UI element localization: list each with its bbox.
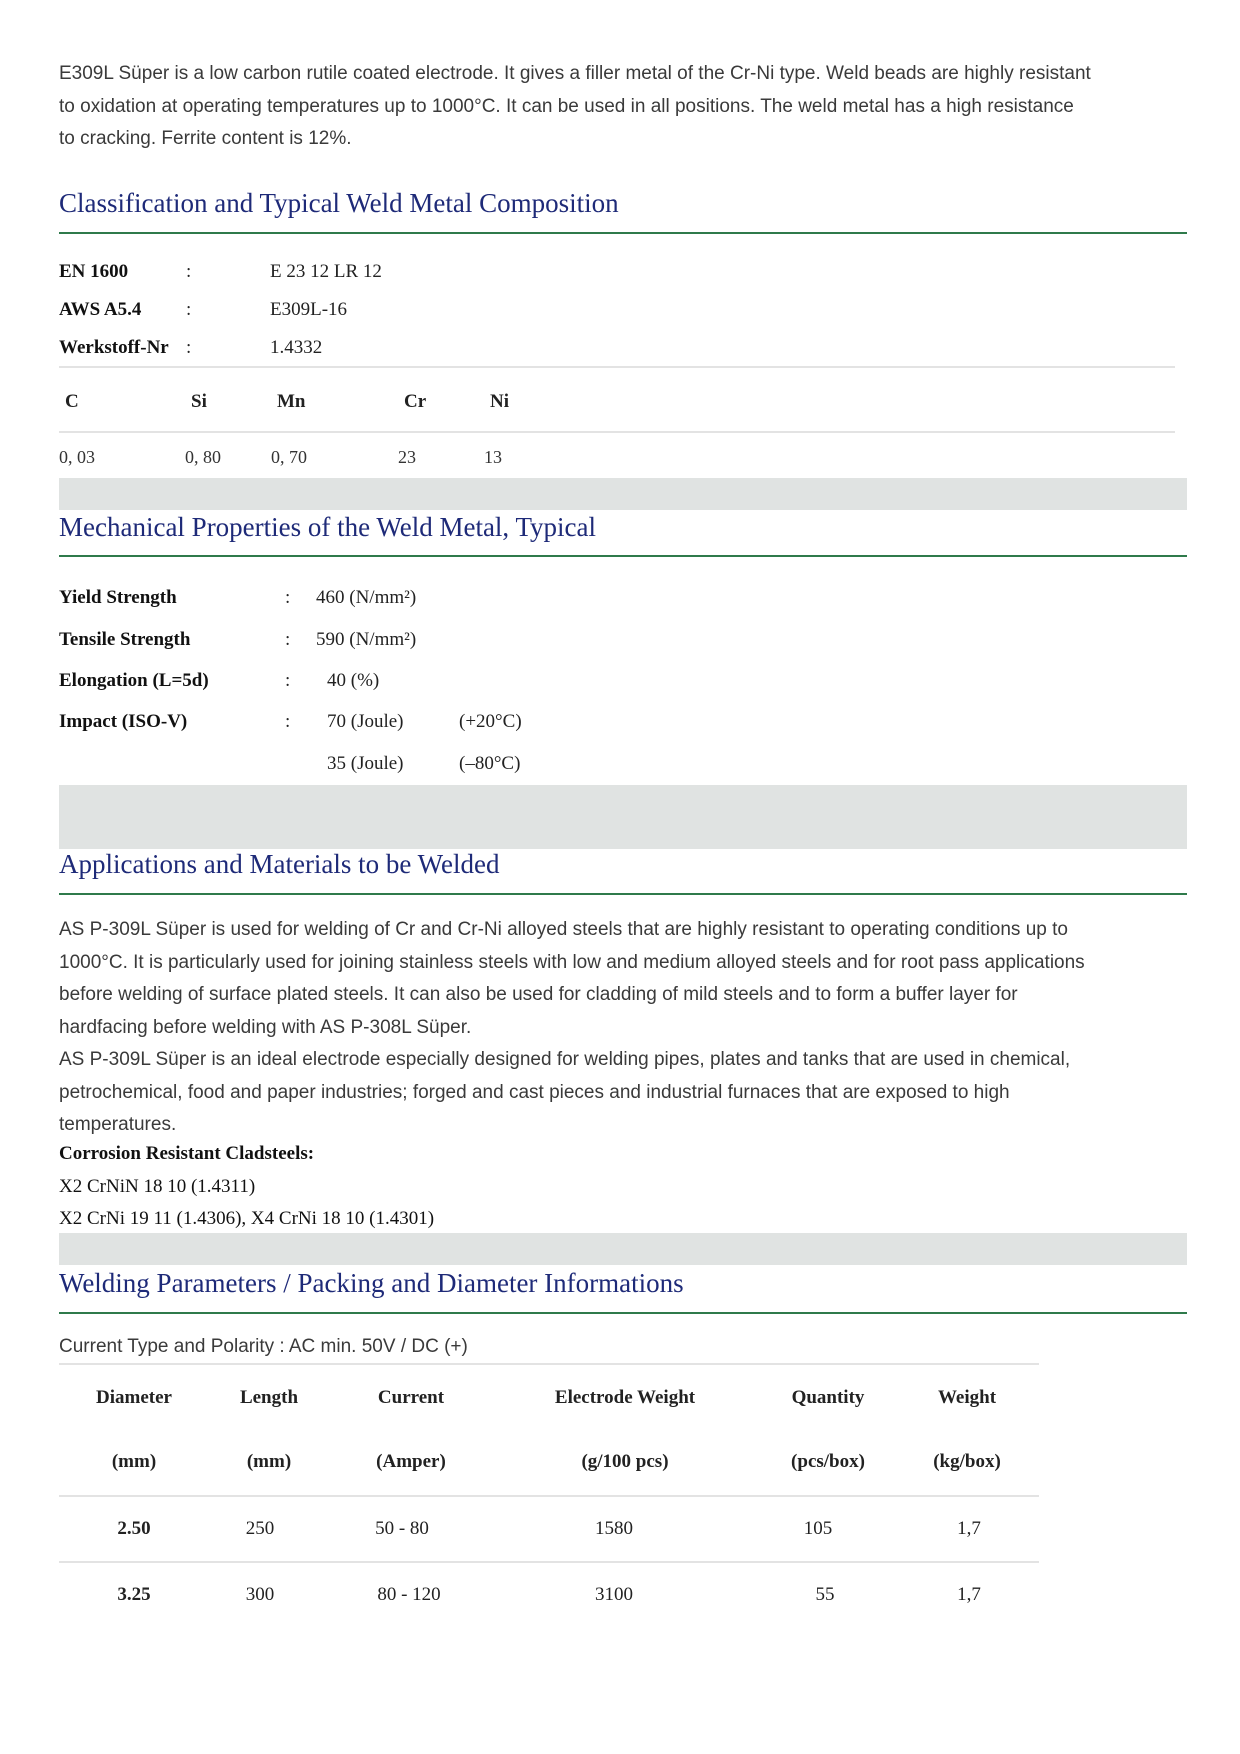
section-divider <box>59 893 1187 895</box>
table-rule <box>59 1495 1039 1497</box>
applications-paragraph <box>59 914 1189 1142</box>
classification-colon: : <box>186 261 192 282</box>
composition-header: Cr <box>404 391 427 412</box>
classification-colon: : <box>186 299 192 320</box>
table-cell: 1,7 <box>957 1518 981 1539</box>
property-value: 40 (%) <box>327 670 380 691</box>
composition-value: 0, 70 <box>271 447 307 467</box>
applications-heading: Applications and Materials to be Welded <box>59 849 500 879</box>
property-temperature: (+20°C) <box>459 711 522 732</box>
property-label: Tensile Strength <box>59 629 191 650</box>
table-header: Diameter <box>96 1387 172 1408</box>
composition-value: 23 <box>398 447 416 467</box>
cladsteel-item: X2 CrNiN 18 10 (1.4311) <box>59 1176 256 1197</box>
table-header: Length <box>239 1387 299 1408</box>
table-header: Electrode Weight <box>554 1387 696 1408</box>
table-cell: 55 <box>815 1584 835 1605</box>
applications-line: 1000°C. It is particularly used for joining stainless steels with low and medium alloyed steels and for root pass applications <box>59 951 1085 973</box>
table-cell: 105 <box>803 1518 833 1539</box>
table-cell-diameter: 2.50 <box>117 1518 151 1539</box>
table-unit: (mm) <box>246 1451 292 1472</box>
table-cell: 250 <box>245 1518 275 1539</box>
table-cell: 1580 <box>595 1518 633 1539</box>
property-colon: : <box>285 587 291 608</box>
table-rule <box>59 431 1175 433</box>
composition-header: C <box>65 391 79 412</box>
applications-line: petrochemical, food and paper industries; forged and cast pieces and industrial furnaces that are exposed to high <box>59 1081 1010 1103</box>
table-cell: 1,7 <box>957 1584 981 1605</box>
table-cell: 3100 <box>595 1584 633 1605</box>
table-cell: 50 - 80 <box>375 1518 429 1539</box>
table-unit: (g/100 pcs) <box>581 1451 669 1472</box>
table-header: Weight <box>937 1387 997 1408</box>
classification-label: Werkstoff-Nr <box>59 337 169 358</box>
table-unit: (kg/box) <box>933 1451 1001 1472</box>
mechanical-heading: Mechanical Properties of the Weld Metal, Typical <box>59 512 597 542</box>
applications-line: AS P-309L Süper is an ideal electrode especially designed for welding pipes, plates and tanks that are used in chemical, <box>59 1049 1071 1070</box>
classification-value: E 23 12 LR 12 <box>270 261 382 282</box>
property-temperature: (–80°C) <box>459 753 521 774</box>
property-colon: : <box>285 670 291 691</box>
table-unit: (mm) <box>111 1451 157 1472</box>
section-band <box>59 1233 1187 1265</box>
property-value: 590 (N/mm²) <box>316 629 417 650</box>
composition-value: 0, 03 <box>59 447 95 467</box>
composition-header: Mn <box>277 391 306 412</box>
classification-heading: Classification and Typical Weld Metal Composition <box>59 188 619 218</box>
classification-colon: : <box>186 337 192 358</box>
intro-line: to cracking. Ferrite content is 12%. <box>59 128 352 149</box>
applications-line: hardfacing before welding with AS P-308L Süper. <box>59 1016 472 1038</box>
property-label: Yield Strength <box>59 587 177 608</box>
composition-value: 0, 80 <box>185 447 221 467</box>
welding-heading: Welding Parameters / Packing and Diameter Informations <box>59 1268 684 1298</box>
intro-paragraph <box>59 58 1189 156</box>
classification-label: AWS A5.4 <box>59 299 142 320</box>
applications-line: temperatures. <box>59 1114 177 1135</box>
property-value: 70 (Joule) <box>327 711 404 732</box>
composition-value: 13 <box>484 447 502 467</box>
table-cell: 80 - 120 <box>377 1584 441 1605</box>
table-cell: 300 <box>245 1584 275 1605</box>
table-unit: (pcs/box) <box>791 1451 865 1472</box>
section-divider <box>59 1312 1187 1314</box>
section-band <box>59 478 1187 510</box>
property-value: 460 (N/mm²) <box>316 587 417 608</box>
table-unit: (Amper) <box>376 1451 446 1472</box>
table-rule <box>59 1363 1039 1365</box>
table-header: Quantity <box>791 1387 865 1408</box>
property-colon: : <box>285 629 291 650</box>
cladsteel-item: X2 CrNi 19 11 (1.4306), X4 CrNi 18 10 (1.4301) <box>59 1208 435 1229</box>
classification-value: E309L-16 <box>270 299 348 320</box>
cladsteels-title: Corrosion Resistant Cladsteels: <box>59 1143 315 1164</box>
table-header: Current <box>377 1387 445 1408</box>
table-rule <box>59 366 1175 368</box>
composition-header: Ni <box>490 391 509 412</box>
section-band <box>59 785 1187 849</box>
current-type-text: Current Type and Polarity : AC min. 50V / DC (+) <box>59 1336 468 1357</box>
table-rule <box>59 1561 1039 1563</box>
property-label: Elongation (L=5d) <box>59 670 209 691</box>
property-value: 35 (Joule) <box>327 753 404 774</box>
intro-line: to oxidation at operating temperatures up to 1000°C. It can be used in all positions. The weld metal has a high resistance <box>59 95 1074 117</box>
applications-line: AS P-309L Süper is used for welding of Cr and Cr-Ni alloyed steels that are highly resistant to operating conditions up to <box>59 919 1068 940</box>
composition-header: Si <box>191 391 207 412</box>
classification-value: 1.4332 <box>270 337 323 358</box>
intro-line: E309L Süper is a low carbon rutile coated electrode. It gives a filler metal of the Cr-Ni type. Weld beads are highly resistant <box>59 63 1091 84</box>
table-cell-diameter: 3.25 <box>117 1584 151 1605</box>
property-colon: : <box>285 711 291 732</box>
section-divider <box>59 232 1187 234</box>
classification-label: EN 1600 <box>59 261 129 282</box>
property-label: Impact (ISO-V) <box>59 711 188 732</box>
applications-line: before welding of surface plated steels. It can also be used for cladding of mild steels and to form a buffer layer for <box>59 984 1018 1005</box>
section-divider <box>59 555 1187 557</box>
